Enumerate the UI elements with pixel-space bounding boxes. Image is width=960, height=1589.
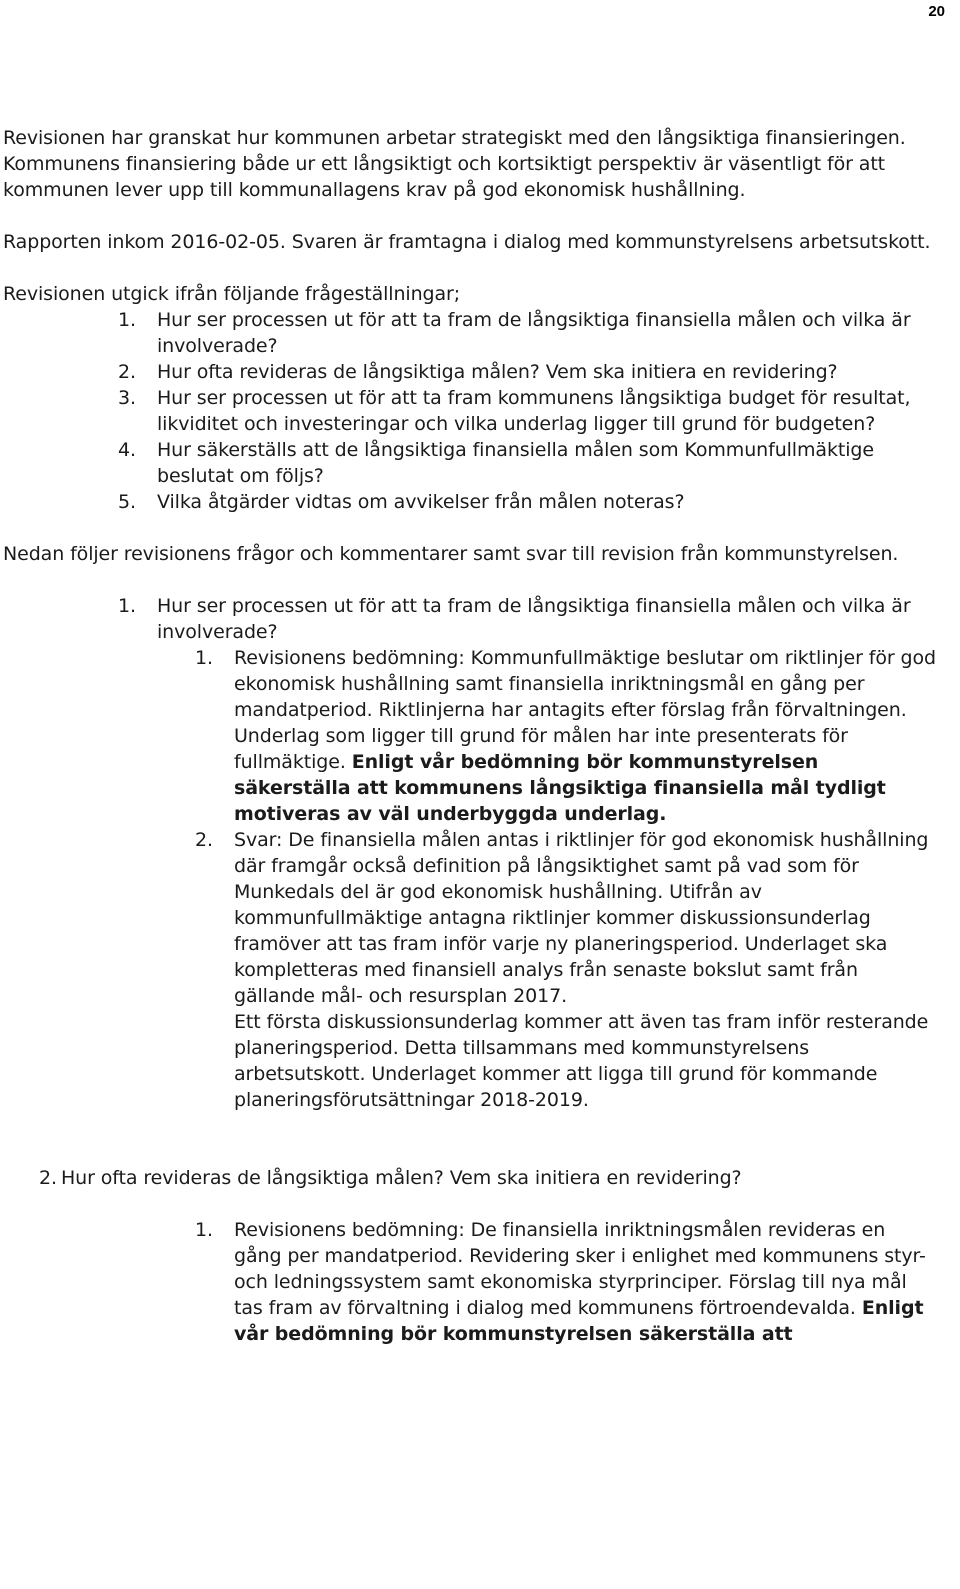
answer-text: Svar: De finansiella målen antas i riktlinjer för god ekonomisk hushållning där framgår också definition på långsiktighet samt på vad som för Munkedals del är god ekonomisk hushållning. Utifrån av kommunfullmäktige antagna riktlinjer kommer diskussionsunderlag framöver att tas fram inför varje ny planeringsperiod. Underlaget ska kompletteras med finansiell analys från senaste bokslut samt från gällande mål- och resursplan 2017.	[234, 829, 929, 1007]
list-number: 4.	[118, 439, 136, 461]
list-item	[3, 385, 938, 437]
item-number: 2.	[195, 829, 213, 851]
page-number: 20	[928, 3, 945, 20]
section-heading-text: Hur ser processen ut för att ta fram de långsiktiga finansiella målen och vilka är involverade?	[157, 595, 911, 643]
section-2-items	[3, 1217, 938, 1347]
section-1-heading	[3, 593, 938, 645]
assessment-item	[3, 645, 938, 827]
questions-intro: Revisionen utgick ifrån följande frågeställningar;	[3, 283, 461, 305]
answer-item	[3, 827, 938, 1113]
assessment-item	[3, 1217, 938, 1347]
answer-text-continued: Ett första diskussionsunderlag kommer att även tas fram inför resterande planeringsperiod. Detta tillsammans med kommunstyrelsens arbetsutskott. Underlaget kommer att ligga till grund för kommande planeringsförutsättningar 2018-2019.	[234, 1011, 929, 1111]
list-text: Vilka åtgärder vidtas om avvikelser från målen noteras?	[157, 491, 685, 513]
section-number: 1.	[118, 595, 136, 617]
intro-paragraph: Revisionen har granskat hur kommunen arbetar strategiskt med den långsiktiga finansieringen. Kommunens finansiering både ur ett långsiktigt och kortsiktigt perspektiv är väsentligt för att kommunen lever upp till kommunallagens krav på god ekonomisk hushållning.	[3, 127, 906, 201]
item-number: 1.	[195, 1219, 213, 1241]
list-item	[3, 359, 938, 385]
assessment-text: Revisionens bedömning: Kommunfullmäktige beslutar om riktlinjer för god ekonomisk hushållning samt finansiella inriktningsmål en gång per mandatperiod. Riktlinjerna har antagits efter förslag från förvaltningen. Underlag som ligger till grund för målen har inte presenterats för fullmäktige.	[234, 647, 936, 773]
section-2-heading	[3, 1165, 938, 1191]
assessment-bold-text: Enligt vår bedömning bör kommunstyrelsen säkerställa att kommunens långsiktiga finansiella mål tydligt motiveras av väl underbyggda underlag.	[234, 751, 886, 825]
list-item	[3, 307, 938, 359]
list-number: 2.	[118, 361, 136, 383]
assessment-bold-text: Enligt vår bedömning bör kommunstyrelsen säkerställa att	[234, 1297, 924, 1345]
list-number: 1.	[118, 309, 136, 331]
list-number: 3.	[118, 387, 136, 409]
section-heading-text: Hur ofta revideras de långsiktiga målen? Vem ska initiera en revidering?	[61, 1167, 742, 1189]
document-body	[3, 125, 938, 1347]
list-text: Hur säkerställs att de långsiktiga finansiella målen som Kommunfullmäktige beslutat om följs?	[157, 439, 874, 487]
list-text: Hur ser processen ut för att ta fram de långsiktiga finansiella målen och vilka är involverade?	[157, 309, 911, 357]
list-number: 5.	[118, 491, 136, 513]
list-text: Hur ofta revideras de långsiktiga målen? Vem ska initiera en revidering?	[157, 361, 838, 383]
section-1-items	[3, 645, 938, 1113]
section-number: 2.	[39, 1167, 57, 1189]
followup-paragraph: Nedan följer revisionens frågor och kommentarer samt svar till revision från kommunstyrelsen.	[3, 543, 899, 565]
list-text: Hur ser processen ut för att ta fram kommunens långsiktiga budget för resultat, likviditet och investeringar och vilka underlag ligger till grund för budgeten?	[157, 387, 911, 435]
list-item	[3, 437, 938, 489]
item-number: 1.	[195, 647, 213, 669]
assessment-text: Revisionens bedömning: De finansiella inriktningsmålen revideras en gång per mandatperiod. Revidering sker i enlighet med kommunens styr- och ledningssystem samt ekonomiska styrprinciper. Förslag till nya mål tas fram av förvaltning i dialog med kommunens förtroendevalda.	[234, 1219, 926, 1319]
list-item	[3, 489, 938, 515]
report-paragraph: Rapporten inkom 2016-02-05. Svaren är framtagna i dialog med kommunstyrelsens arbetsutskott.	[3, 231, 931, 253]
questions-list	[3, 307, 938, 515]
